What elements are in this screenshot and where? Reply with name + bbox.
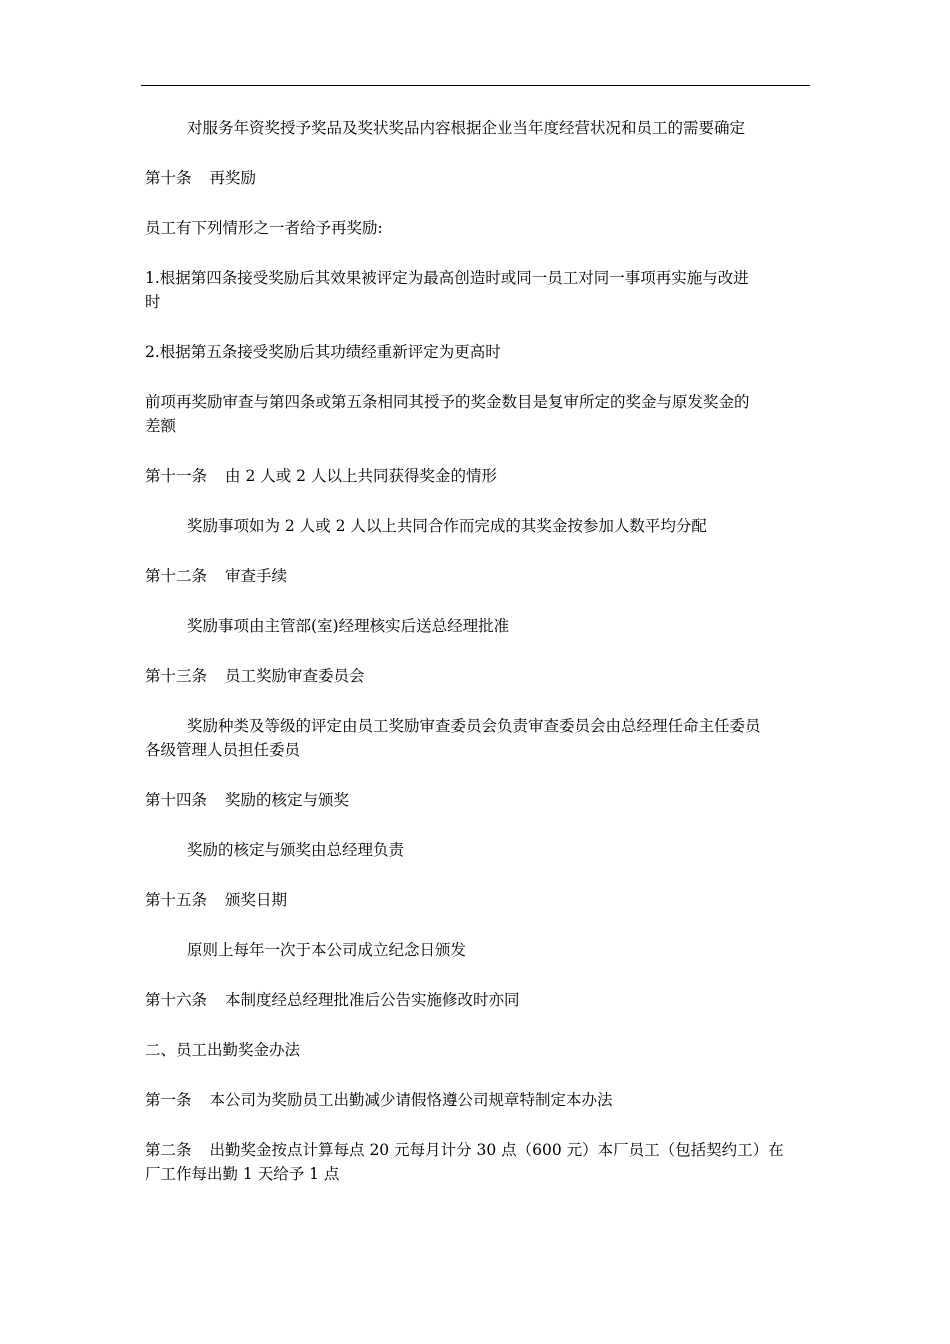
article-heading — [145, 464, 813, 488]
article-number: 第十二条 — [145, 567, 208, 585]
article-number: 第十三条 — [145, 667, 208, 685]
article-title: 本制度经总经理批准后公告实施修改时亦同 — [225, 991, 520, 1009]
paragraph-line: 奖励种类及等级的评定由员工奖励审查委员会负责审查委员会由总经理任命主任委员 — [187, 717, 761, 735]
article-number: 第十四条 — [145, 791, 208, 809]
article-number: 第十六条 — [145, 991, 208, 1009]
paragraph-line: 前项再奖励审查与第四条或第五条相同其授予的奖金数目是复审所定的奖金与原发奖金的 — [145, 393, 750, 411]
paragraph-line: 各级管理人员担任委员 — [145, 741, 301, 759]
paragraph-line: 时 — [145, 293, 161, 311]
article-title: 颁奖日期 — [225, 891, 288, 909]
article-number: 第十条 — [145, 169, 192, 187]
article-heading — [145, 1138, 813, 1162]
article-number: 第十五条 — [145, 891, 208, 909]
paragraph-line: 差额 — [145, 417, 177, 435]
header-rule — [141, 85, 810, 86]
article-title: 奖励的核定与颁奖 — [225, 791, 350, 809]
article-title: 员工奖励审查委员会 — [225, 667, 365, 685]
paragraph-line: 员工有下列情形之一者给予再奖励: — [145, 219, 383, 237]
article-number: 第一条 — [145, 1091, 192, 1109]
article-heading — [145, 888, 813, 912]
paragraph-line: 奖励事项由主管部(室)经理核实后送总经理批准 — [187, 617, 510, 635]
article-title: 再奖励 — [209, 169, 257, 187]
paragraph-line: 奖励事项如为 2 人或 2 人以上共同合作而完成的其奖金按参加人数平均分配 — [187, 517, 707, 535]
paragraph-line: 2.根据第五条接受奖励后其功绩经重新评定为更高时 — [145, 343, 501, 361]
article-heading — [145, 166, 813, 190]
article-title: 审查手续 — [225, 567, 288, 585]
article-number: 第十一条 — [145, 467, 208, 485]
article-number: 第二条 — [145, 1141, 192, 1159]
paragraph-line: 奖励的核定与颁奖由总经理负责 — [187, 841, 405, 859]
article-heading — [145, 1088, 813, 1112]
paragraph-line: 原则上每年一次于本公司成立纪念日颁发 — [187, 941, 467, 959]
article-title: 出勤奖金按点计算每点 20 元每月计分 30 点（600 元）本厂员工（包括契约工）在 — [209, 1141, 784, 1159]
article-heading — [145, 664, 813, 688]
article-heading — [145, 788, 813, 812]
article-title: 本公司为奖励员工出勤减少请假恪遵公司规章特制定本办法 — [209, 1091, 613, 1109]
article-heading — [145, 564, 813, 588]
article-heading — [145, 988, 813, 1012]
paragraph-line: 厂工作每出勤 1 天给予 1 点 — [145, 1165, 340, 1183]
paragraph-line: 对服务年资奖授予奖品及奖状奖品内容根据企业当年度经营状况和员工的需要确定 — [187, 119, 746, 137]
paragraph-line: 1.根据第四条接受奖励后其效果被评定为最高创造时或同一员工对同一事项再实施与改进 — [145, 269, 749, 287]
section-heading: 二、员工出勤奖金办法 — [145, 1041, 301, 1059]
article-title: 由 2 人或 2 人以上共同获得奖金的情形 — [225, 467, 497, 485]
